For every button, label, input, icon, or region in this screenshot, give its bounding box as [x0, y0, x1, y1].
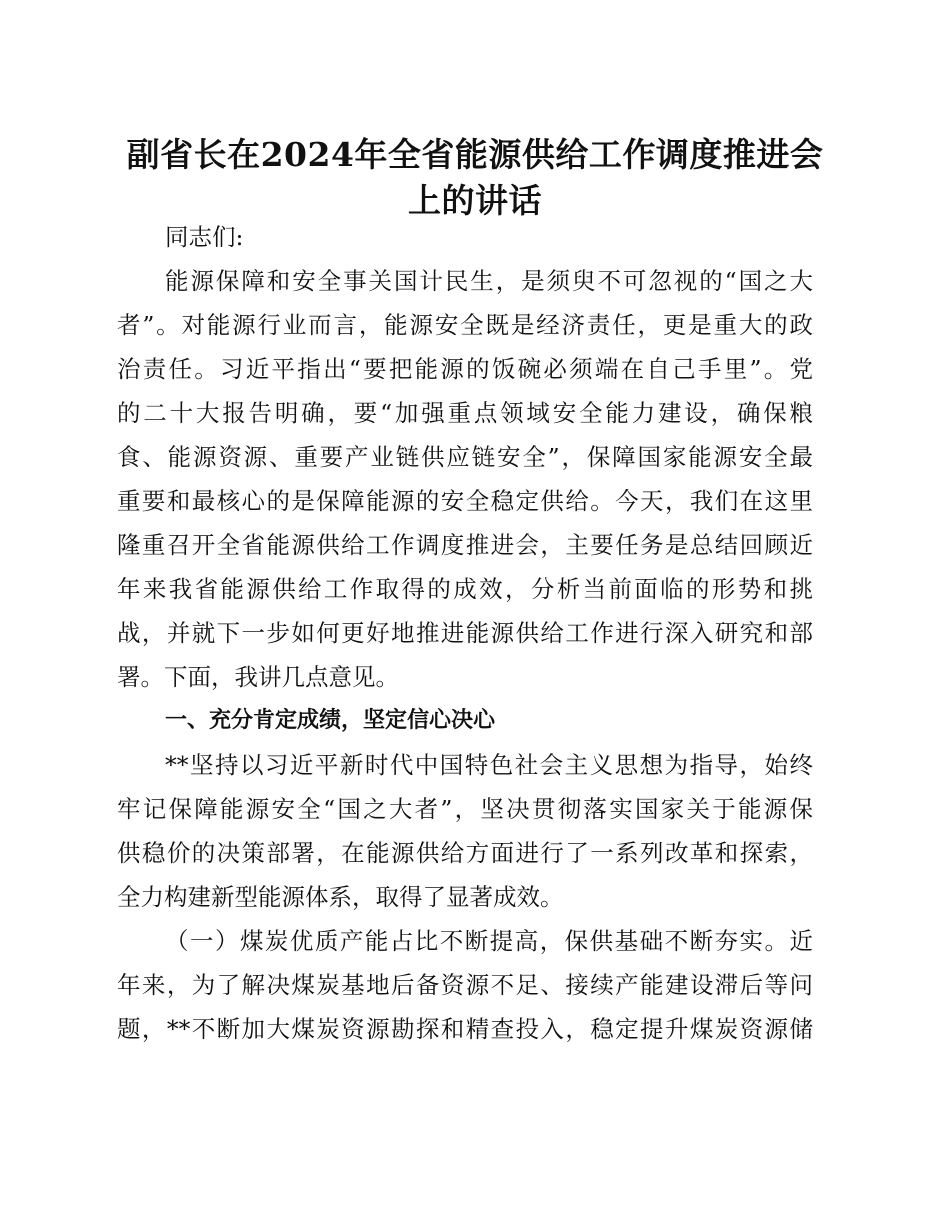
paragraph-line: 食、能源资源、重要产业链供应链安全”，保障国家能源安全最: [117, 443, 813, 471]
paragraph-line: 者”。对能源行业而言，能源安全既是经济责任，更是重大的政: [117, 311, 813, 339]
paragraph-line: 的二十大报告明确，要“加强重点领域安全能力建设，确保粮: [117, 399, 813, 427]
paragraph-line: 全力构建新型能源体系，取得了显著成效。: [117, 883, 564, 911]
paragraph-line: 重要和最核心的是保障能源的安全稳定供给。今天，我们在这里: [117, 487, 813, 515]
paragraph-line: 供稳价的决策部署，在能源供给方面进行了一系列改革和探索，: [117, 839, 813, 867]
paragraph-line: 治责任。习近平指出“要把能源的饭碗必须端在自己手里”。党: [117, 355, 813, 383]
paragraph-line: 隆重召开全省能源供给工作调度推进会，主要任务是总结回顾近: [117, 531, 813, 559]
paragraph-line: 战，并就下一步如何更好地推进能源供给工作进行深入研究和部: [117, 619, 813, 647]
document-title: [110, 132, 840, 224]
paragraph-achievements: [117, 743, 813, 919]
paragraph-line: 年来，为了解决煤炭基地后备资源不足、接续产能建设滞后等问: [117, 971, 813, 999]
paragraph-line: 署。下面，我讲几点意见。: [117, 663, 399, 691]
paragraph-line: **坚持以习近平新时代中国特色社会主义思想为指导，始终: [165, 751, 813, 779]
paragraph-line: 题，**不断加大煤炭资源勘探和精查投入，稳定提升煤炭资源储: [117, 1015, 813, 1043]
paragraph-line: 牢记保障能源安全“国之大者”，坚决贯彻落实国家关于能源保: [117, 795, 813, 823]
salutation: 同志们:: [165, 223, 244, 251]
paragraph-line: 年来我省能源供给工作取得的成效，分析当前面临的形势和挑: [117, 575, 813, 603]
paragraph-line: （一）煤炭优质产能占比不断提高，保供基础不断夯实。近: [165, 927, 813, 955]
section-heading: 一、充分肯定成绩，坚定信心决心: [165, 708, 496, 733]
title-line: 副省长在2024年全省能源供给工作调度推进会: [126, 135, 824, 174]
paragraph-coal: [117, 919, 813, 1051]
paragraph-intro: [117, 259, 813, 699]
title-line: 上的讲话: [408, 181, 542, 220]
document-body: [117, 215, 813, 1051]
paragraph-line: 能源保障和安全事关国计民生，是须臾不可忽视的“国之大: [165, 267, 813, 295]
